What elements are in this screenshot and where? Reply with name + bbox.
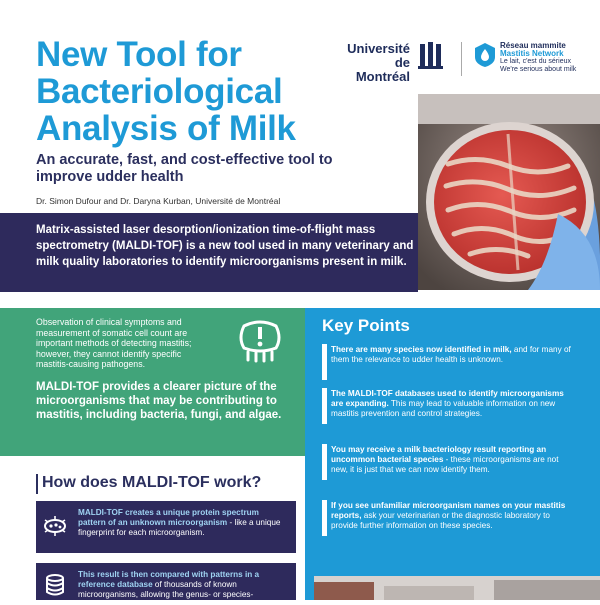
step-1-text — [78, 508, 288, 538]
reseau-line-4: We're serious about milk — [500, 66, 577, 73]
reseau-mammite-text — [500, 42, 598, 74]
udem-line-2: de Montréal — [355, 55, 410, 84]
key-point-marker — [322, 500, 327, 536]
key-point-2-rest: This may lead to valuable information on new mastitis prevention and control strategies. — [331, 399, 556, 418]
intro-text: Matrix-assisted laser desorption/ionization time-of-flight mass spectrometry (MALDI-TOF) is a new tool used in many veterinary and milk quality laboratories to identify microorganisms present in milk. — [36, 224, 414, 268]
title-line-2: Bacteriological — [36, 72, 283, 111]
key-point-4-rest: ask your veterinarian or the diagnostic laboratory to provide further information on these species. — [331, 511, 550, 530]
page-title — [36, 36, 336, 147]
key-point-3-rest: - these microorganisms are not new, it is just that we can now identify them. — [331, 455, 559, 474]
step-1-rest: - like a unique fingerprint for each microorganism. — [78, 518, 281, 537]
udem-line-1: Université — [347, 41, 410, 56]
key-point-4-bold: If you see unfamiliar microorganism names on your mastitis reports, — [331, 501, 566, 520]
reseau-line-1: Réseau mammite — [500, 41, 566, 50]
section-marker — [36, 474, 38, 494]
microorganism-icon — [42, 513, 68, 539]
step-1-bold: MALDI-TOF creates a unique protein spectrum pattern of an unknown microorganism — [78, 508, 259, 527]
database-icon — [42, 572, 68, 598]
subtitle: An accurate, fast, and cost-effective tool to improve udder health — [36, 152, 333, 185]
cow-udder-alert-icon — [236, 316, 284, 364]
green-paragraph-2: MALDI-TOF provides a clearer picture of the microorganisms that may be contributing to mastitis, including bacteria, fungi, and algae. — [36, 381, 282, 421]
key-point-marker — [322, 344, 327, 380]
key-point-1-bold: There are many species now identified in milk, — [331, 345, 512, 354]
how-section-title: How does MALDI-TOF work? — [42, 474, 262, 491]
logo-divider — [461, 42, 462, 76]
key-point-4 — [331, 501, 576, 531]
petri-dish-photo — [418, 94, 600, 290]
key-point-1 — [331, 345, 576, 365]
step-2-bold: This result is then compared with patterns in a reference database — [78, 570, 260, 589]
step-2-rest: of thousands of known microorganisms, allowing the genus- or species- — [78, 580, 254, 599]
green-paragraph-1: Observation of clinical symptoms and measurement of somatic cell count are important methods of detecting mastitis; however, they cannot identify specific mastitis-causing pathogens. — [36, 317, 192, 369]
step-2-text — [78, 570, 288, 600]
title-line-1: New Tool for — [36, 35, 242, 74]
authors: Dr. Simon Dufour and Dr. Daryna Kurban, Université de Montréal — [36, 196, 281, 206]
lab-photo — [314, 576, 600, 600]
key-points-title: Key Points — [322, 316, 410, 335]
reseau-line-3: Le lait, c'est du sérieux — [500, 58, 571, 65]
udem-logo-icon — [414, 40, 448, 72]
title-line-3: Analysis of Milk — [36, 109, 296, 148]
key-point-1-rest: and for many of them the relevance to udder health is unknown. — [331, 345, 571, 364]
lab-photo-graphic — [314, 576, 600, 600]
key-point-2 — [331, 389, 576, 419]
reseau-mammite-logo-icon — [474, 42, 496, 68]
key-point-3 — [331, 445, 576, 475]
key-point-3-bold: You may receive a milk bacteriology result reporting an uncommon bacterial species — [331, 445, 547, 464]
reseau-line-2: Mastitis Network — [500, 49, 564, 58]
key-point-marker — [322, 388, 327, 424]
key-point-2-bold: The MALDI-TOF databases used to identify microorganisms are expanding. — [331, 389, 564, 408]
key-point-marker — [322, 444, 327, 480]
udem-logo-text — [340, 42, 410, 84]
